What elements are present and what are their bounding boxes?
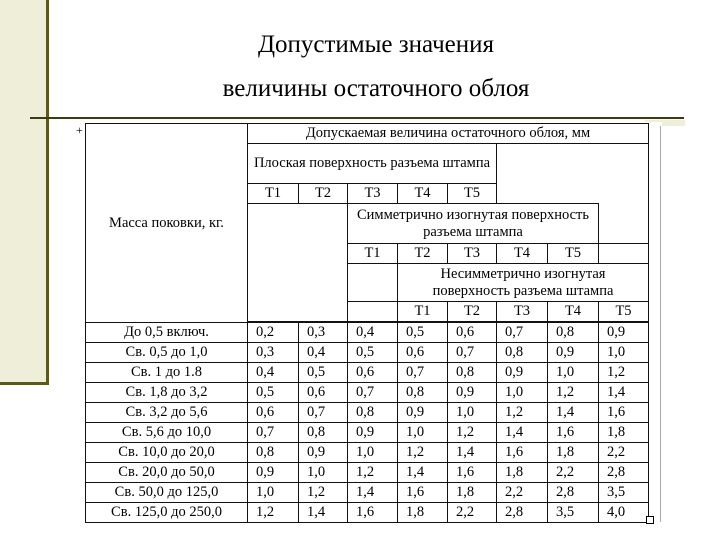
sym-col-t3: Т3 [448, 244, 497, 264]
value-cell: 1,0 [248, 483, 299, 503]
value-cell: 2,8 [548, 483, 599, 503]
value-cell: 1,0 [548, 363, 599, 383]
value-cell: 1,4 [299, 503, 348, 523]
mass-range: Св. 3,2 до 5,6 [86, 403, 248, 423]
value-cell: 0,4 [248, 363, 299, 383]
empty-cell [599, 244, 649, 264]
value-cell: 2,2 [497, 483, 548, 503]
value-cell: 1,2 [548, 383, 599, 403]
table-row [86, 323, 649, 343]
asym-col-t5: Т5 [599, 302, 649, 322]
value-cell: 0,7 [398, 363, 448, 383]
table-row [86, 443, 649, 463]
value-cell: 1,2 [497, 403, 548, 423]
value-cell: 1,8 [548, 443, 599, 463]
slide-title-line-1: Допустимые значения [257, 31, 495, 58]
mass-range: Св. 5,6 до 10,0 [86, 423, 248, 443]
table-row [86, 363, 649, 383]
empty-cell [348, 264, 398, 302]
value-cell: 0,7 [448, 343, 497, 363]
resize-handle[interactable] [646, 516, 654, 524]
value-cell: 1,0 [599, 343, 649, 363]
sym-col-t4: Т4 [497, 244, 548, 264]
document-right-edge [660, 126, 661, 522]
value-cell: 1,2 [398, 443, 448, 463]
value-cell: 0,4 [299, 343, 348, 363]
empty-cell [599, 204, 649, 244]
value-cell: 0,5 [398, 323, 448, 343]
flat-col-t4: Т4 [398, 184, 448, 204]
value-cell: 0,8 [448, 363, 497, 383]
symmetric-surface-header: Симметрично изогнутая поверхность разъема штампа [348, 204, 599, 244]
value-cell: 1,2 [348, 463, 398, 483]
value-cell: 0,9 [348, 423, 398, 443]
table-row [86, 343, 649, 363]
value-cell: 1,0 [348, 443, 398, 463]
slide-title-line-2: величины остаточного облоя [222, 75, 530, 102]
asymmetric-surface-header: Несимметрично изогнутая поверхность разъема штампа [398, 264, 649, 302]
value-cell: 0,6 [448, 323, 497, 343]
flat-col-t2: Т2 [299, 184, 348, 204]
value-cell: 0,8 [248, 443, 299, 463]
value-cell: 1,0 [448, 403, 497, 423]
value-cell: 0,8 [299, 423, 348, 443]
table-row [86, 423, 649, 443]
value-cell: 1,2 [599, 363, 649, 383]
sym-col-t2: Т2 [398, 244, 448, 264]
value-cell: 3,5 [548, 503, 599, 523]
value-cell: 1,4 [348, 483, 398, 503]
asym-col-t2: Т2 [448, 302, 497, 322]
sym-col-t1: Т1 [348, 244, 398, 264]
value-cell: 1,6 [398, 483, 448, 503]
value-cell: 0,5 [348, 343, 398, 363]
left-horizontal-rule [0, 382, 49, 385]
value-cell: 4,0 [599, 503, 649, 523]
value-cell: 0,9 [548, 343, 599, 363]
value-cell: 1,8 [398, 503, 448, 523]
value-cell: 0,6 [348, 363, 398, 383]
value-cell: 0,9 [599, 323, 649, 343]
value-cell: 0,4 [348, 323, 398, 343]
value-cell: 1,6 [348, 503, 398, 523]
table-row [86, 403, 649, 423]
mass-range: Св. 50,0 до 125,0 [86, 483, 248, 503]
table-row [86, 503, 649, 523]
value-cell: 1,8 [448, 483, 497, 503]
value-cell: 2,2 [548, 463, 599, 483]
mass-range: Св. 1 до 1.8 [86, 363, 248, 383]
value-cell: 1,8 [599, 423, 649, 443]
value-cell: 0,5 [248, 383, 299, 403]
table-row [86, 463, 649, 483]
value-cell: 0,9 [398, 403, 448, 423]
value-cell: 0,8 [398, 383, 448, 403]
value-cell: 0,3 [248, 343, 299, 363]
value-cell: 1,4 [448, 443, 497, 463]
flat-col-t5: Т5 [448, 184, 497, 204]
value-cell: 1,4 [398, 463, 448, 483]
value-cell: 2,2 [448, 503, 497, 523]
value-cell: 0,2 [248, 323, 299, 343]
value-cell: 0,9 [299, 443, 348, 463]
flat-col-t3: Т3 [348, 184, 398, 204]
mass-range: Св. 20,0 до 50,0 [86, 463, 248, 483]
empty-cell [348, 302, 398, 322]
value-cell: 0,7 [348, 383, 398, 403]
value-cell: 0,7 [497, 323, 548, 343]
value-cell: 1,6 [548, 423, 599, 443]
value-cell: 1,8 [497, 463, 548, 483]
table-row [86, 483, 649, 503]
mass-range: До 0,5 включ. [86, 323, 248, 343]
empty-cell [497, 144, 649, 204]
sym-col-t5: Т5 [548, 244, 599, 264]
value-cell: 0,8 [348, 403, 398, 423]
flat-surface-header: Плоская поверхность разъема штампа [248, 144, 497, 184]
mass-range: Св. 0,5 до 1,0 [86, 343, 248, 363]
asym-col-t4: Т4 [548, 302, 599, 322]
value-cell: 2,8 [497, 503, 548, 523]
value-cell: 0,3 [299, 323, 348, 343]
value-cell: 0,8 [497, 343, 548, 363]
tolerance-table [85, 123, 649, 523]
value-cell: 0,7 [299, 403, 348, 423]
value-cell: 1,4 [548, 403, 599, 423]
value-cell: 1,2 [248, 503, 299, 523]
value-cell: 1,0 [299, 463, 348, 483]
value-cell: 0,6 [398, 343, 448, 363]
value-cell: 2,8 [599, 463, 649, 483]
value-cell: 1,4 [497, 423, 548, 443]
value-cell: 1,0 [398, 423, 448, 443]
value-cell: 0,8 [548, 323, 599, 343]
value-cell: 1,6 [497, 443, 548, 463]
asym-col-t1: Т1 [398, 302, 448, 322]
title-underline-rule [30, 117, 684, 119]
mass-range: Св. 10,0 до 20,0 [86, 443, 248, 463]
value-cell: 1,2 [299, 483, 348, 503]
value-cell: 1,0 [497, 383, 548, 403]
value-cell: 1,6 [448, 463, 497, 483]
value-cell: 0,7 [248, 423, 299, 443]
value-cell: 0,6 [248, 403, 299, 423]
value-cell: 1,2 [448, 423, 497, 443]
value-cell: 0,9 [248, 463, 299, 483]
table-move-handle-icon[interactable]: + [76, 123, 83, 137]
mass-range: Св. 125,0 до 250,0 [86, 503, 248, 523]
main-header: Допускаемая величина остаточного облоя, мм [248, 124, 649, 144]
table-row [86, 383, 649, 403]
mass-range: Св. 1,8 до 3,2 [86, 383, 248, 403]
value-cell: 1,6 [599, 403, 649, 423]
mass-column-header: Масса поковки, кг. [86, 124, 248, 323]
empty-cell [248, 302, 348, 322]
value-cell: 0,9 [497, 363, 548, 383]
value-cell: 0,6 [299, 383, 348, 403]
value-cell: 0,9 [448, 383, 497, 403]
value-cell: 2,2 [599, 443, 649, 463]
empty-cell [248, 204, 348, 302]
flat-col-t1: Т1 [248, 184, 299, 204]
asym-col-t3: Т3 [497, 302, 548, 322]
value-cell: 3,5 [599, 483, 649, 503]
value-cell: 0,5 [299, 363, 348, 383]
value-cell: 1,4 [599, 383, 649, 403]
